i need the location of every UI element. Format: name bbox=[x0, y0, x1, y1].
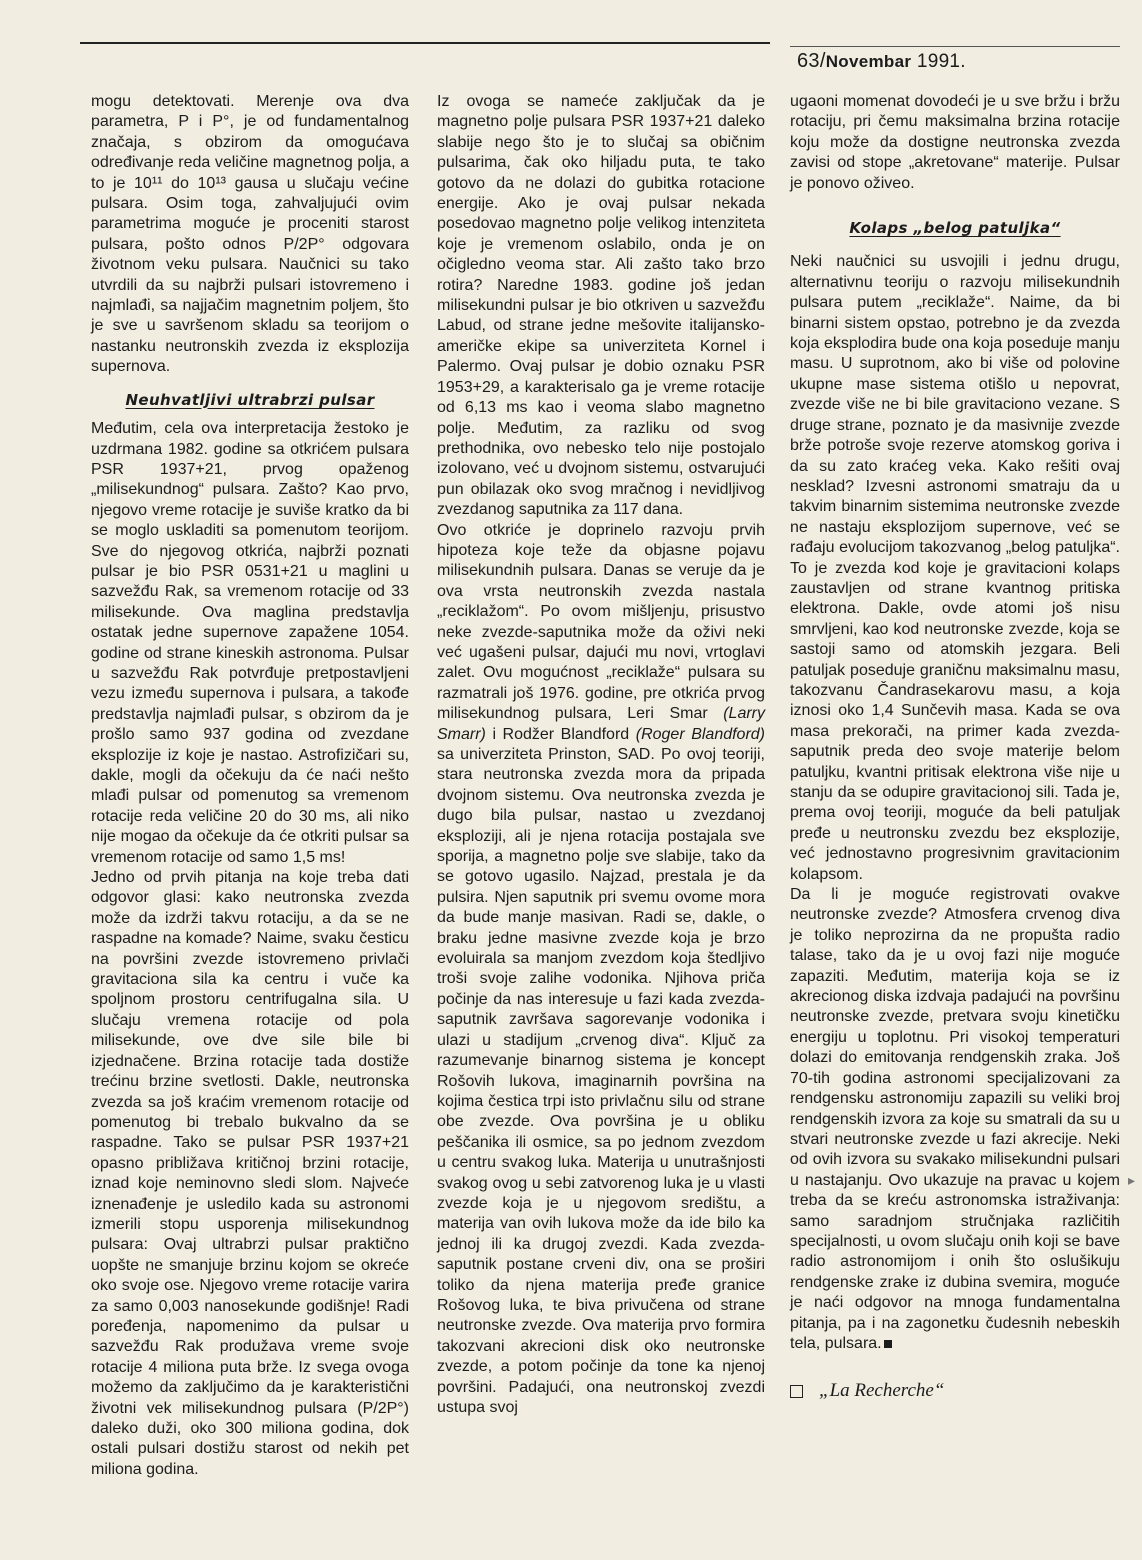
column-3 bbox=[790, 92, 1120, 1402]
section-heading: Neuhvatljivi ultrabrzi pulsar bbox=[125, 390, 375, 409]
column-2 bbox=[437, 92, 765, 1418]
text-run: Da li je moguće registrovati ovakve neutronske zvezde? Atmosfera crvenog diva je toliko neprozirna da ne propušta radio talase, tako da je u ovoj fazi nije moguće zapaziti. Međutim, materija koja se iz akrecionog diska izdvaja padajući na površinu neutronske zvezde, pretvara svoju kinetičku energiju u toplotnu. Pri visokoj temperaturi dolazi do emitovanja rendgenskih zraka. Još 70-tih godina astronomi specijalizovani za rendgensku astronomiju zapazili su veliki broj rendgenskih izvora za koje su smatrali da su u stvari neutronske zvezde u fazi akrecije. Neki od ovih izvora su svakako milisekundni pulsari u nastajanju. Ovo ukazuje na pravac u kojem treba da se kreću astronomska istraživanja: samo saradnjom stručnjaka različitih specijalnosti, u ovom slučaju onih koji se bave radio astronomijom i onih što oslušikuju rendgenske zrake iz dubina svemira, moguće je naći odgovor na mnoga fundamentalna pitanja, pa i na zagonetku čudesnih nebeskih tela, pulsara. bbox=[790, 886, 1120, 1352]
issue-month: Novembar bbox=[825, 52, 912, 71]
header-rule-right bbox=[790, 46, 1120, 47]
page-edge-arrow-icon: ▸ bbox=[1128, 1172, 1136, 1188]
text-run: Ovo otkriće je doprinelo razvoju prvih hipoteza koje teže da objasne pojavu milisekundnih pulsara. Danas se veruje da je ova vrsta neutronskih zvezda nastala „reciklažom“. Po ovom mišljenju, prisustvo neke zvezde-saputnika može da oživi neki već ugašeni pulsar, dajući mu novi, vrtoglavi zalet. Ovu mogućnost „reciklaže“ pulsara su razmatrali još 1976. godine, pre otkrića prvog milisekundnog pulsara, Leri Smar bbox=[437, 521, 765, 723]
paragraph: Međutim, cela ova interpretacija žestoko je uzdrmana 1982. godine sa otkrićem pulsara PSR 1937+21, prvog opaženog „milisekundnog“ pulsara. Zašto? Kao prvo, njegovo vreme rotacije je suviše kratko da bi se moglo uskladiti sa pomenutom teorijom. Sve do njegovog otkrića, najbrži poznati pulsar je bio PSR 0531+21 u maglini u sazvežđu Rak, sa vremenom rotacije od 33 milisekunde. Ova maglina predstavlja ostatak jedne supernove zapažene 1054. godine od strane kineskih astronoma. Pulsar u sazvežđu Rak potvrđuje pretpostavljeni vezu između supernova i pulsara, a takođe predstavlja najmlađi pulsar, s obzirom da je prošlo samo 937 godina od zvezdane eksplozije iz koje je nastao. Astrofizičari su, dakle, mogli da očekuju da će naći nešto mlađi pulsar od pomenutog sa vremenom rotacije reda veličine 20 do 30 ms, ali niko nije mogao da očekuje da će otkriti pulsar sa vremenom rotacije od samo 1,5 ms! bbox=[91, 420, 409, 866]
end-of-article-icon bbox=[884, 1340, 892, 1348]
page-number: 63/ bbox=[797, 50, 826, 72]
paragraph: mogu detektovati. Merenje ova dva parametra, P i P°, je od fundamentalnog značaja, s obzirom da omogućava određivanje reda veličine magnetnog polja, a to je 10¹¹ do 10¹³ gausa u slučaju većine pulsara. Osim toga, zahvaljujući ovim parametrima moguće je proceniti starost pulsara, pošto odnos P/2P° odgovara životnom veku pulsara. Naučnici su tako utvrdili da su najbrži pulsari istovremeno i najmlađi, sa najjačim magnetnim poljem, što je sve u savršenom skladu sa teorijom o nastanku neutronskih zvezda iz eksplozija supernova. bbox=[91, 93, 409, 376]
paragraph: Neki naučnici su usvojili i jednu drugu, alternativnu teoriju o razvoju milisekundnih pulsara putem „reciklaže“. Naime, da bi binarni sistem opstao, potrebno je da zvezda koja eksplodira bude ona koja poseduje manju masu. U suprotnom, ako bi više od polovine ukupne mase sistema otišlo u nepovrat, zvezde više ne bi bile gravitaciono vezane. S druge strane, poznato je da masivnije zvezde brže potroše svoje rezerve atomskog goriva i da su zato kraćeg veka. Kako rešiti ovaj nesklad? Izvesni astronomi smatraju da u takvim binarnim sistemima neutronske zvezde ne nastaju eksplozijom supernove, već se rađaju evolucijom takozvanog „belog patuljka“. To je zvezda kod koje je gravitacioni kolaps zaustavljen od strane kvantnog pritiska elektrona. Dakle, ovde atomi još nisu smrvljeni, kao kod neutronske zvezde, koja se sastoji samo od atomskih jezgara. Beli patuljak poseduje graničnu maksimalnu masu, takozvanu Čandrasekarovu masu, a koja iznosi oko 1,4 Sunčevih masa. Kada se ova masa prekorači, na primer kada zvezda-saputnik preda deo svoje materije belom patuljku, kvantni pritisak elektrona više nije u stanju da se odupire gravitacionoj sili. Tada je, prema ovoj teoriji, moguće da beli patuljak pređe u neutronsku zvezdu bez eksplozije, već jednostavno progresivnim gravitacionim kolapsom. bbox=[790, 253, 1120, 883]
issue-year: 1991. bbox=[911, 51, 966, 72]
foreign-name: (Roger Blandford) bbox=[635, 725, 766, 743]
source-credit bbox=[790, 1381, 1120, 1401]
section-heading: Kolaps „belog patuljka“ bbox=[849, 219, 1061, 238]
column-1 bbox=[91, 92, 409, 1480]
paragraph bbox=[790, 885, 1120, 1354]
paragraph bbox=[437, 521, 765, 1419]
paragraph: Iz ovoga se nameće zaključak da je magnetno polje pulsara PSR 1937+21 daleko slabije nego što je to slučaj sa običnim pulsarima, čak oko hiljadu puta, te tako gotovo da ne dolazi do gubitka rotacione energije. Ako je ovaj pulsar nekada posedovao magnetno polje velikog intenziteta koje je vremenom oslabilo, onda je on očigledno veoma star. Ali zašto tako brzo rotira? Naredne 1983. godine još jedan milisekundni pulsar je bio otkriven u sazvežđu Labud, od strane jedne mešovite italijansko-američke ekipe sa univerziteta Kornel i Palermo. Ovaj pulsar je dobio oznaku PSR 1953+29, a karakterisalo ga je vreme rotacije od 6,13 ms kao i veoma slabo magnetno polje. Međutim, za razliku od svog prethodnika, ovo nebesko telo nije postojalo izolovano, već u dvojnom sistemu, ostvarujući pun obilazak oko svog mračnog i nevidljivog zvezdanog saputnika za 117 dana. bbox=[437, 93, 765, 519]
paragraph: ugaoni momenat dovodeći je u sve bržu i bržu rotaciju, pri čemu maksimalna brzina rotacije koju može da dostigne neutronska zvezda zavisi od stope „akretovane“ materije. Pulsar je ponovo oživeo. bbox=[790, 93, 1120, 192]
source-name: „La Recherche“ bbox=[819, 1380, 945, 1402]
foreign-name: (Larry Smarr) bbox=[437, 705, 765, 743]
page-header bbox=[797, 50, 966, 73]
paragraph: Jedno od prvih pitanja na koje treba dati odgovor glasi: kako neutronska zvezda može da izdrži takvu rotaciju, a da se ne raspadne na komade? Naime, svaku česticu na površini zvezde istovremeno privlači gravitaciona sila ka centru i vuče ka spoljnom prostoru centrifugalna sila. U slučaju vremena rotacije od pola milisekunde, ove dve sile bile bi izjednačene. Brzina rotacije tada dostiže trećinu brzine svetlosti. Dakle, neutronska zvezda sa još kraćim vremenom rotacije od pomenutog bi trebalo bukvalno da se raspadne. Tako se pulsar PSR 1937+21 opasno približava kritičnoj brzini rotacije, iznad koje neminovno sledi slom. Najveće iznenađenje je usledilo kada su astronomi izmerili stopu usporenja milisekundnog pulsara: Ovaj ultrabrzi pulsar praktično uopšte ne smanjuje brzinu kojom se okreće oko svoje ose. Njegovo vreme rotacije varira za samo 0,003 nanosekunde godišnje! Radi poređenja, napomenimo da pulsar u sazvežđu Rak produžava vreme svoje rotacije 4 miliona puta brže. Iz svega ovoga možemo da zaključimo da je karakteristični životni vek milisekundnog pulsara (P/2P°) daleko duži, oko 300 miliona godina, dok ostali pulsari dostižu starost od nekih pet miliona godina. bbox=[91, 869, 409, 1478]
text-run: i Rodžer Blandford bbox=[485, 725, 636, 743]
square-box-icon bbox=[790, 1385, 803, 1398]
header-rule bbox=[80, 42, 770, 44]
text-run: sa univerziteta Prinston, SAD. Po ovoj teoriji, stara neutronska zvezda mora da pripada dvojnom sistemu. Ova neutronska zvezda je dugo bila pulsar, nastao u zvezdanoj eksploziji, ali je njena rotacija postajala sve sporija, a magnetno polje sve slabije, tako da se gotovo ugasilo. Najzad, prestala je da pulsira. Njen saputnik pri svemu ovome mora da bude manje masivan. Radi se, dakle, o braku jedne masivne zvezde koja je brzo evoluirala sa manjom zvezdom koja štedljivo troši svoje zalihe vodonika. Njihova priča počinje da nas interesuje u fazi kada zvezda-saputnik završava sagorevanje vodonika i ulazi u stadijum „crvenog diva“. Ključ za razumevanje binarnog sistema je koncept Rošovih lukova, imaginarnih površina na kojima čestica trpi isto privlačnu silu od strane obe zvezde. Ova površina je u obliku peščanika ili osmice, sa po jednom zvezdom u centru svakog luka. Materija u unutrašnjosti svakog ovog u sebi zatvorenog luka je u vlasti zvezde koja je u njegovom središtu, a materija van ovih lukova može da ide bilo ka jednoj ili ka drugoj zvezdi. Kada zvezda-saputnik postane crveni div, ona se proširi toliko da njena materija pređe granice Rošovog luka, te biva privučena od strane neutronske zvezde. Ova materija prvo formira takozvani akrecioni disk oko neutronske zvezde, a potom počinje da tone ka njenoj površini. Padajući, ona neutronskoj zvezdi ustupa svoj bbox=[437, 746, 765, 1416]
